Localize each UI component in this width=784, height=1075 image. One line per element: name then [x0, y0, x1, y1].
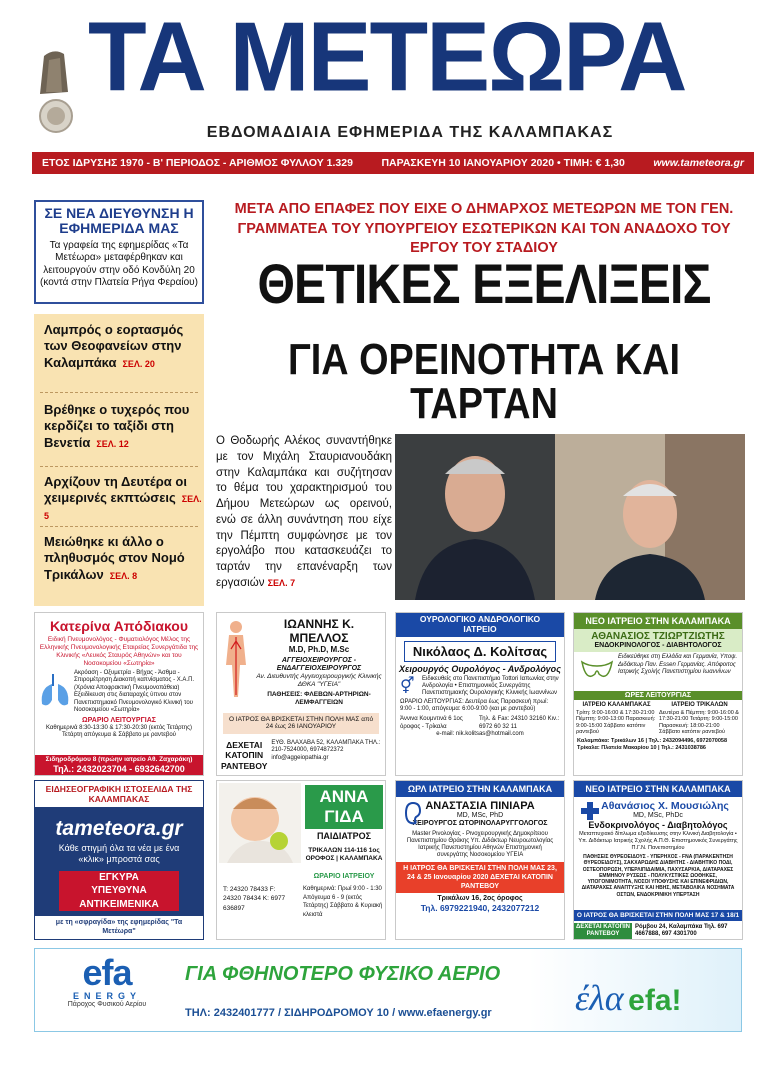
ad-credentials: Ειδικεύθηκε στη Ελλάδα και Γερμανία, Υποψ. Διδάκτωρ Παν. Essen Γερμανίας. Απόφοιτος Ιατρικής Σχολής Πανεπιστημίου Ιωαννίνων: [618, 654, 738, 675]
new-address-box: [34, 200, 204, 304]
teaser-divider: [40, 526, 198, 527]
ad-address-kalambaka: Καλαμπάκα: Τρικάλων 16 | Τηλ.: 2432094496, 6972070058: [577, 737, 728, 744]
ad-ent-doctor[interactable]: [395, 780, 565, 940]
efa-contact: ΤΗΛ: 2432401777 / ΣΙΔΗΡΟΔΡΟΜΟΥ 10 / www.efaenergy.gr: [185, 1007, 492, 1019]
new-address-text: Τα γραφεία της εφημερίδας «Τα Μετέωρα» μεταφέρθηκαν και λειτουργούν στην οδό Κονδύλη 20 (κοντά στην Πλατεία Ρήγα Φεραίου): [40, 239, 198, 289]
ad-badge: ΥΠΕΥΘΥΝΑ: [59, 884, 179, 898]
ad-endocrinologist-1[interactable]: [573, 612, 743, 776]
teaser-item[interactable]: [44, 402, 202, 451]
efa-headline: ΓΙΑ ΦΘΗΝΟΤΕΡΟ ΦΥΣΙΚΟ ΑΕΡΙΟ: [185, 963, 501, 985]
ad-phone: Τηλ. & Fax: 24310 32160 Κιν.: 6972 60 32 11: [479, 716, 560, 730]
issue-info-bar: [32, 152, 754, 174]
lead-body: [216, 434, 392, 592]
ad-band: ΩΡΛ ΙΑΤΡΕΙΟ ΣΤΗΝ ΚΑΛΑΜΠΑΚΑ: [396, 781, 564, 797]
ad-hours: Καθημερινά: Πρωί 9:00 - 1:30 Απόγευμα 6 - 9 (εκτός Τετάρτης) Σάββατο & Κυριακή κλειστά: [303, 886, 383, 919]
teaser-item[interactable]: [44, 322, 202, 371]
ad-notice: Ο ΙΑΤΡΟΣ ΘΑ ΒΡΙΣΚΕΤΑΙ ΣΤΗΝ ΠΟΛΗ ΜΑΣ 17 & 18/1: [574, 910, 742, 921]
ad-doctor-name: Αθανάσιος Χ. Μουσιώλης: [601, 800, 729, 812]
lead-photo: [395, 434, 745, 600]
ad-band: ΝΕΟ ΙΑΤΡΕΙΟ ΣΤΗΝ ΚΑΛΑΜΠΑΚΑ: [574, 613, 742, 629]
ad-doctor-name: ΑΘΑΝΑΣΙΟΣ ΤΖΙΩΡΤΖΙΩΤΗΣ: [591, 631, 725, 642]
ad-office-kalambaka: ΙΑΤΡΕΙΟ ΚΑΛΑΜΠΑΚΑΣ: [582, 702, 651, 709]
ad-address: ΕΥΘ. ΒΛΑΧΑΒΑ 52, ΚΑΛΑΜΠΑΚΑ ΤΗΛ.: 210-7524000, 6974872372 info@aggeiopathia.gr: [271, 740, 381, 761]
new-address-title: ΣΕ ΝΕΑ ΔΙΕΥΘΥΝΣΗ Η ΕΦΗΜΕΡΙΔΑ ΜΑΣ: [44, 205, 194, 237]
ad-notice: Ο ΙΑΤΡΟΣ ΘΑ ΒΡΙΣΚΕΤΑΙ ΣΤΗΝ ΠΟΛΗ ΜΑΣ από 24 έως 26 ΙΑΝΟΥΑΡΙΟΥ: [223, 713, 379, 735]
ad-tagline: Κάθε στιγμή όλα τα νέα με ένα «κλικ» μπροστά σας: [58, 843, 180, 865]
lead-page-ref: ΣΕΛ. 7: [267, 577, 296, 588]
ad-doctor-firstname: ΑΝΝΑ: [319, 787, 369, 806]
teaser-page: ΣΕΛ. 5: [44, 494, 202, 521]
ad-band: ΝΕΟ ΙΑΤΡΕΙΟ ΣΤΗΝ ΚΑΛΑΜΠΑΚΑ: [574, 781, 742, 797]
ad-appointment: ΔΕΧΕΤΑΙ ΚΑΤΟΠΙΝ ΡΑΝΤΕΒΟΥ: [574, 923, 632, 939]
medical-cross-icon: [580, 801, 600, 821]
ad-doctor-role: Αν. Διευθυντής Αγγειοχειρουργικής Κλινικής ΔΘΚΑ "ΥΓΕΙΑ": [256, 673, 382, 689]
meteora-emblem: [34, 46, 80, 138]
teaser-divider: [40, 392, 198, 393]
efa-logo-sub: ENERGY: [72, 991, 141, 1001]
ad-phone: Τηλ.: 2432023704 - 6932642700: [53, 764, 185, 774]
ad-hours-title: ΩΡΕΣ ΛΕΙΤΟΥΡΓΙΑΣ: [574, 691, 742, 700]
lead-subheadline: ΓΙΑ ΟΡΕΙΝΟΤΗΤΑ ΚΑΙ ΤΑΡΤΑΝ: [287, 335, 681, 428]
ad-doctor-name: Κατερίνα Απόδιακου: [49, 618, 188, 634]
teaser-item[interactable]: [44, 534, 202, 583]
teaser-page: ΣΕΛ. 20: [122, 358, 155, 369]
efa-slogan-efa: efa!: [628, 984, 682, 1017]
ad-hours: ΩΡΑΡΙΟ ΛΕΙΤΟΥΡΓΙΑΣ: Δευτέρα έως Παρασκευή πρωί: 9:00 - 1:00, απόγευμα: 6:00-9:00 (και με ραντεβού): [400, 699, 549, 713]
teaser-page: ΣΕΛ. 12: [96, 438, 129, 449]
efa-slogan-ela: έλα: [575, 978, 624, 1018]
ad-doctor-name: ΙΩΑΝΝΗΣ Κ. ΜΠΕΛΛΟΣ: [283, 617, 355, 645]
ear-icon: [402, 801, 422, 827]
ad-badge: ΕΓΚΥΡΑ: [59, 871, 179, 885]
ad-diseases: ΠΑΘΗΣΕΙΣ ΘΥΡΕΟΕΙΔΟΥΣ - ΥΠΕΡΗΧΟΣ - FNA (ΠΑΡΑΚΕΝΤΗΣΗ ΘΥΡΕΟΕΙΔΟΥΣ), ΣΑΚΧΑΡΩΔΗΣ ΔΙΑΒΗΤΗΣ - ΔΙΑΒΗΤΙΚΟ ΠΟΔΙ, ΟΣΤΕΟΠΟΡΩΣΗ, ΥΠΕΡΛΙΠΙΔΑΙΜΙΑ, ΠΑΧΥΣΑΡΚΙΑ, ΔΙΑΤΑΡΑΧΕΣ ΕΜΜΗΝΟΥ ΡΥΣΕΩΣ - ΠΟΛΥΚΥΣΤΙΚΕΣ ΩΟΘΗΚΕΣ, ΥΠΟΓΟΝΙΜΟΤΗΤΑ, ΝΟΣΟΙ ΥΠΟΦΥΣΗΣ ΚΑΙ ΕΠΙΝΕΦΡΙΔΙΩΝ, ΔΙΑΤΑΡΑΧΕΣ ΑΝΑΠΤΥΞΗΣ ΚΑΙ ΗΒΗΣ, ΜΕΤΑΒΟΛΙΚΑ ΝΟΣΗΜΑΤΑ ΟΣΤΩΝ, ΕΝΔΟΚΡΙΝΙΚΗ ΥΠΕΡΤΑΣΗ: [581, 854, 735, 898]
teaser-divider: [40, 466, 198, 467]
lungs-icon: [38, 670, 74, 715]
ad-pulmonologist[interactable]: [34, 612, 204, 776]
masthead-subtitle: ΕΒΔΟΜΑΔΙΑΙΑ ΕΦΗΜΕΡΙΔΑ ΤΗΣ ΚΑΛΑΜΠΑΚΑΣ: [206, 124, 614, 141]
ad-doctor-degree: M.D, Ph.D, M.Sc: [288, 645, 350, 654]
ad-diseases: ΠΑΘΗΣΕΙΣ: ΦΛΕΒΩΝ-ΑΡΤΗΡΙΩΝ-ΛΕΜΦΑΓΓΕΙΩΝ: [267, 690, 371, 706]
teaser-text: Βρέθηκε ο τυχερός που κερδίζει το ταξίδι στη Βενετία: [44, 402, 190, 450]
ad-address: Άννινα Κουμντινά 6 1ος όροφος - Τρίκαλα: [400, 716, 463, 730]
baby-photo: [219, 783, 301, 863]
lead-kicker: ΜΕΤΑ ΑΠΟ ΕΠΑΦΕΣ ΠΟΥ ΕΙΧΕ Ο ΔΗΜΑΡΧΟΣ ΜΕΤΕΩΡΩΝ ΜΕ ΤΟΝ ΓΕΝ. ΓΡΑΜΜΑΤΕΑ ΤΟΥ ΥΠΟΥΡΓΕΙΟΥ ΕΣΩΤΕΡΙΚΩΝ ΚΑΙ ΤΟΝ ΑΝΑΔΟΧΟ ΤΟΥ ΕΡΓΟΥ ΤΟΥ ΣΤΑΔΙΟΥ: [234, 201, 734, 257]
ad-doctor-lastname: ΓΙΔΑ: [324, 807, 364, 826]
ad-endocrinologist-2[interactable]: [573, 780, 743, 940]
ad-site-name[interactable]: tameteora.gr: [55, 817, 183, 841]
masthead-title: ΤΑ ΜΕΤΕΩΡΑ: [88, 2, 686, 113]
ad-footer-text: με τη «σφραγίδα» της εφημερίδας "Τα Μετέωρα": [35, 916, 203, 939]
teaser-text: Αρχίζουν τη Δευτέρα οι χειμερινές εκπτώσεις: [44, 474, 187, 506]
ad-credentials: Ειδικευθείς στο Πανεπιστήμιο Tottori Ιαπωνίας στην Ανδρολογία • Επιστημονικός Συνεργάτης Πανεπιστημιακής Ουρολογικής Κλινικής Ιωαννίνων: [422, 675, 559, 696]
ad-phones: Τ: 24320 78433 F: 24320 78434 Κ: 6977 636897: [223, 886, 286, 912]
ad-doctor-spec: Ειδική Πνευμονολόγος - Φυματιολόγος Μέλος της Ελληνικής Πνευμονολογικής Εταιρείας Συνεργάτιδα της Κλινικής «Λευκός Σταυρός Αθηνών» και του Νοσοκομείου «Σωτηρία»: [39, 636, 199, 667]
ad-doctor-name: Νικόλαος Δ. Κολίτσας: [404, 641, 556, 662]
gender-symbol-icon: ⚥: [400, 675, 415, 695]
ad-credentials: Master Ρινολογίας - Ρινοχειρουργικής Δημοκρίτειου Πανεπιστημίου Θράκης Υπ. Διδάκτωρ Νευροωτολογίας Ιατρικής Πανεπιστημίου Αθηνών Επιστημονική συνεργάτης Νοσοκομείου ΥΓΕΙΑ: [406, 830, 554, 859]
ad-hours-trikala: Δευτέρα & Πέμπτη: 9:00-16:00 & 17:30-21:00 Τετάρτη: 9:00-15:00 Παρασκευή: 18:00-21:00 Σάββατο κατόπιν ραντεβού: [659, 709, 739, 736]
ad-email[interactable]: e-mail: nik.kolitsas@hotmail.com: [436, 730, 524, 737]
ad-services: Ακρόαση - Οξυμετρία - Βήχας - Άσθμα - Σπιρομέτρηση Διακοπή καπνίσματος - Χ.Α.Π. (Χρόνια Αποφρακτική Πνευμονοπάθεια) Εξειδίκευση στις διαταραχές ύπνου στον Πανεπιστημιακό Πνευμονολογικό Κλινική του Νοσοκομείου «Σωτηρία»: [74, 669, 195, 714]
teaser-panel: [34, 314, 204, 606]
issue-date-price: ΠΑΡΑΣΚΕΥΗ 10 ΙΑΝΟΥΑΡΙΟΥ 2020 • ΤΙΜΗ: € 1,30: [381, 157, 625, 169]
ad-address: Τρικάλων 16, 2ος όροφος: [437, 894, 523, 902]
ad-address: ΤΡΙΚΑΛΩΝ 114-116 1ος ΟΡΟΦΟΣ | ΚΑΛΑΜΠΑΚΑ: [305, 847, 383, 862]
ad-doctor-spec: Χειρουργός Ουρολόγος - Ανδρολόγος: [399, 663, 561, 674]
site-url[interactable]: www.tameteora.gr: [653, 157, 744, 169]
thyroid-icon: [578, 654, 618, 689]
ad-urologist[interactable]: [395, 612, 565, 776]
ad-hours: Καθημερινά 8:30-13:30 & 17:30-20:30 (εκτός Τετάρτης) Τετάρτη απόγευμα & Σάββατο με ραντεβού: [46, 724, 192, 739]
teaser-item[interactable]: [44, 474, 202, 523]
ad-band: ΕΙΔΗΣΕΟΓΡΑΦΙΚΗ ΙΣΤΟΣΕΛΙΔΑ ΤΗΣ ΚΑΛΑΜΠΑΚΑΣ: [35, 781, 203, 807]
lead-headline: ΘΕΤΙΚΕΣ ΕΞΕΛΙΞΕΙΣ: [257, 252, 711, 315]
ad-notice: Η ΙΑΤΡΟΣ ΘΑ ΒΡΙΣΚΕΤΑΙ ΣΤΗΝ ΠΟΛΗ ΜΑΣ 23, 24 & 25 Ιανουαρίου 2020 ΔΕΧΕΤΑΙ ΚΑΤΟΠΙΝ ΡΑΝΤΕΒΟΥ: [396, 862, 564, 893]
ad-pediatrician[interactable]: [216, 780, 386, 940]
vascular-body-icon: [221, 619, 251, 699]
issue-info: ΕΤΟΣ ΙΔΡΥΣΗΣ 1970 - Β' ΠΕΡΙΟΔΟΣ - ΑΡΙΘΜΟΣ ΦΥΛΛΟΥ 1.329: [42, 157, 353, 169]
ad-tameteora-site[interactable]: [34, 780, 204, 940]
efa-logo-caption: Πάροχος Φυσικού Αερίου: [67, 1001, 147, 1008]
ad-credentials: Μεταπτυχιακό δίπλωμα εξειδίκευσης στην Κλινική Διαβητολογία • Υπ. Διδάκτωρ Ιατρικής Σχολής Α.Π.Θ. Επιστημονικός Συνεργάτης Π.Γ.Ν. Πανεπιστημίου: [578, 831, 738, 851]
ad-appointment: ΔΕΧΕΤΑΙ ΚΑΤΟΠΙΝ ΡΑΝΤΕΒΟΥ: [221, 740, 268, 771]
ad-doctor-spec: ΠΑΙΔΙΑΤΡΟΣ: [316, 831, 372, 841]
efa-logo: [47, 952, 167, 1027]
ad-doctor-degree: MD, MSc, PhDc: [633, 812, 683, 819]
ad-address-trikala: Τρίκαλα: Πλατεία Μακαρίου 10 | Τηλ.: 2431038786: [577, 744, 706, 751]
ad-doctor-spec: ΑΓΓΕΙΟΧΕΙΡΟΥΡΓΟΣ - ΕΝΔΑΓΓΕΙΟΧΕΙΡΟΥΡΓΟΣ: [276, 656, 362, 672]
ad-doctor-name: ΑΝΑΣΤΑΣΙΑ ΠΙΝΙΑΡΑ: [425, 800, 535, 812]
ad-hours-title: ΩΡΑΡΙΟ ΛΕΙΤΟΥΡΓΙΑΣ: [82, 716, 156, 724]
ad-hours-title: ΩΡΑΡΙΟ ΙΑΤΡΕΙΟΥ: [313, 873, 375, 880]
ad-doctor-spec: ΧΕΙΡΟΥΡΓΟΣ ΩΤΟΡΙΝΟΛΑΡΥΓΓΟΛΟΓΟΣ: [412, 820, 548, 828]
ad-hours-kalambaka: Τρίτη: 9:00-16:00 & 17:30-21:00 Πέμπτη: 9:00-13:00 Παρασκευή: 9:00-15:00 Σάββατο κατόπιν ραντεβού: [576, 709, 656, 736]
ad-office-trikala: ΙΑΤΡΕΙΟ ΤΡΙΚΑΛΩΝ: [671, 702, 728, 709]
ad-badge: ΑΝΤΙΚΕΙΜΕΝΙΚΑ: [59, 898, 179, 912]
ad-address: Σιδηροδρόμου 8 (πρώην ιατρείο Αθ. Ζαχαράκη): [45, 756, 193, 764]
ad-vascular-surgeon[interactable]: [216, 612, 386, 776]
ad-efa-energy[interactable]: [34, 948, 742, 1032]
ad-doctor-spec: ΕΝΔΟΚΡΙΝΟΛΟΓΟΣ - ΔΙΑΒΗΤΟΛΟΓΟΣ: [594, 642, 722, 649]
ad-doctor-degree: MD, MSc, PhD: [456, 812, 504, 819]
ad-doctor-spec: Ενδοκρινολόγος - Διαβητολόγος: [588, 820, 728, 831]
lead-body-text: Ο Θοδωρής Αλέκος συναντήθηκε με τον Μιχάλη Σταυριανουδάκη στην Καλαμπάκα και συζήτησαν το θέμα του χαρακτηρισμού του Δήμου Μετεώρων ως ορεινού, ενώ σε άλλη συνάντηση που είχε την Πέμπτη συμφώνησε με τον εργολάβο που κατασκευάζει το ταρτάν την επανέναρξη των εργασιών: [216, 435, 392, 589]
ad-band: ΟΥΡΟΛΟΓΙΚΟ ΑΝΔΡΟΛΟΓΙΚΟ ΙΑΤΡΕΙΟ: [396, 613, 564, 637]
ad-address: Ρόμβου 24, Καλαμπάκα Τηλ. 697 4667888, 697 4301700: [635, 923, 728, 937]
ad-phone: Τηλ. 6979221940, 2432077212: [420, 903, 540, 914]
teaser-text: Μειώθηκε κι άλλο ο πληθυσμός στον Νομό Τρικάλων: [44, 534, 185, 582]
teaser-text: Λαμπρός ο εορτασμός των Θεοφανείων στην Καλαμπάκα: [44, 322, 184, 370]
teaser-page: ΣΕΛ. 8: [109, 570, 138, 581]
efa-logo-text: efa: [82, 952, 132, 993]
